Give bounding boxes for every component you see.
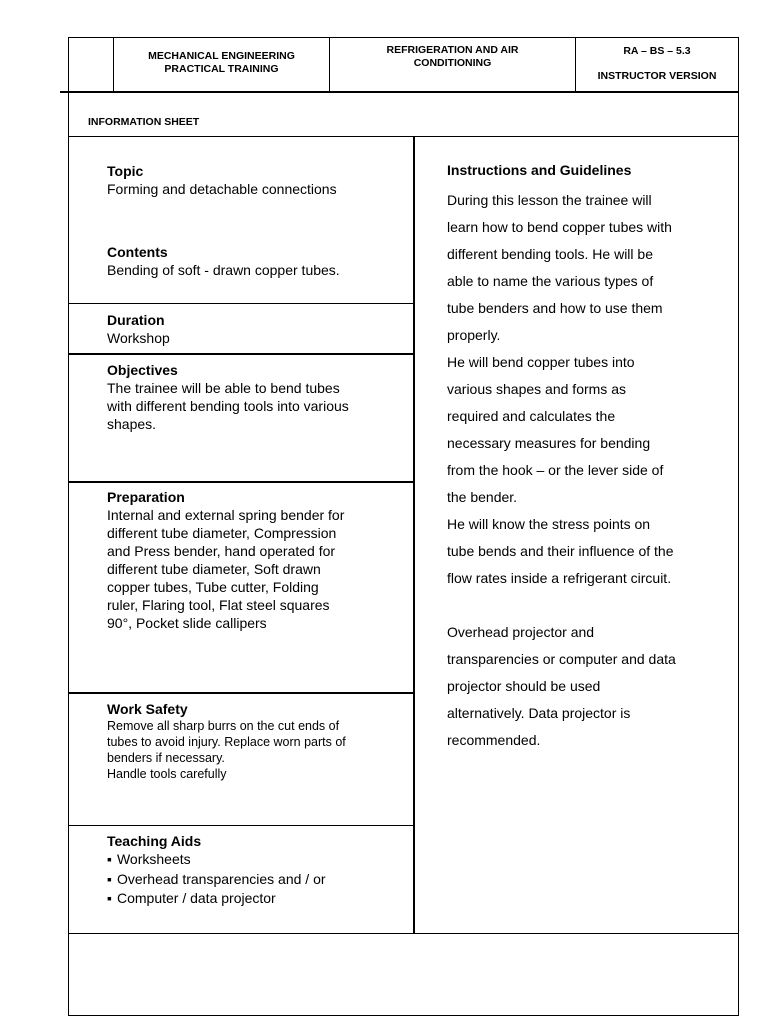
topic-heading: Topic bbox=[107, 163, 144, 179]
instructions-heading: Instructions and Guidelines bbox=[447, 162, 632, 178]
header-department: MECHANICAL ENGINEERING PRACTICAL TRAINING bbox=[148, 50, 295, 75]
objectives-section bbox=[107, 362, 397, 433]
preparation-text: Internal and external spring bender for different tube diameter, Compression and Press bender, hand operated for different tube diameter, Soft drawn copper tubes, Tube cutter, Folding ruler, Flaring tool, Flat steel squares 90°, Pocket slide callipers bbox=[107, 507, 345, 631]
duration-section bbox=[107, 312, 397, 347]
contents-text: Bending of soft - drawn copper tubes. bbox=[107, 262, 340, 278]
header-document-code: RA – BS – 5.3 bbox=[623, 45, 691, 57]
table-bottom-rule bbox=[68, 933, 739, 934]
instructions-paragraph-2: Overhead projector and transparencies or computer and data projector should be used alternatively. Data projector is recommended. bbox=[447, 624, 676, 748]
info-sheet-rule bbox=[68, 136, 739, 137]
objectives-text: The trainee will be able to bend tubes with different bending tools into various shapes. bbox=[107, 380, 349, 432]
duration-text: Workshop bbox=[107, 330, 170, 346]
preparation-heading: Preparation bbox=[107, 489, 185, 505]
section-rule-teaching-aids bbox=[68, 825, 414, 826]
section-rule-duration bbox=[68, 303, 414, 304]
preparation-section bbox=[107, 489, 397, 632]
frame-top-border bbox=[68, 37, 739, 38]
section-rule-work-safety bbox=[68, 692, 414, 694]
topic-text: Forming and detachable connections bbox=[107, 181, 337, 197]
teaching-aids-list bbox=[107, 850, 397, 909]
header-bottom-rule bbox=[60, 91, 739, 93]
frame-left-border bbox=[68, 37, 69, 1016]
frame-bottom-border bbox=[68, 1015, 739, 1016]
objectives-heading: Objectives bbox=[107, 362, 178, 378]
contents-heading: Contents bbox=[107, 244, 168, 260]
instructions-paragraph-1: During this lesson the trainee will learn how to bend copper tubes with different bending tools. He will be able to name the various types of tube benders and how to use them properly. He will bend copper tubes into various shapes and forms as required and calculates the necessary measures for bending from the hook – or the lever side of the bender. He will know the stress points on tube bends and their influence of the flow rates inside a refrigerant circuit. bbox=[447, 192, 674, 586]
duration-heading: Duration bbox=[107, 312, 165, 328]
work-safety-heading: Work Safety bbox=[107, 701, 188, 717]
work-safety-section bbox=[107, 701, 397, 782]
contents-section bbox=[107, 244, 397, 279]
teaching-aid-item: ▪ Overhead transparencies and / or bbox=[107, 870, 397, 890]
header-subject: REFRIGERATION AND AIR CONDITIONING bbox=[386, 44, 519, 69]
header-version: INSTRUCTOR VERSION bbox=[597, 70, 717, 82]
teaching-aid-item: ▪ Worksheets bbox=[107, 850, 397, 870]
section-rule-objectives bbox=[68, 353, 414, 355]
work-safety-text: Remove all sharp burrs on the cut ends of tubes to avoid injury. Replace worn parts of benders if necessary. Handle tools carefully bbox=[107, 719, 346, 781]
frame-right-border bbox=[738, 37, 739, 1016]
teaching-aids-section bbox=[107, 833, 397, 909]
section-rule-preparation bbox=[68, 481, 414, 483]
information-sheet-title: INFORMATION SHEET bbox=[88, 116, 200, 128]
teaching-aid-item: ▪ Computer / data projector bbox=[107, 889, 397, 909]
topic-section bbox=[107, 163, 397, 198]
instructions-section bbox=[447, 161, 717, 754]
column-divider bbox=[413, 137, 415, 934]
teaching-aids-heading: Teaching Aids bbox=[107, 833, 202, 849]
